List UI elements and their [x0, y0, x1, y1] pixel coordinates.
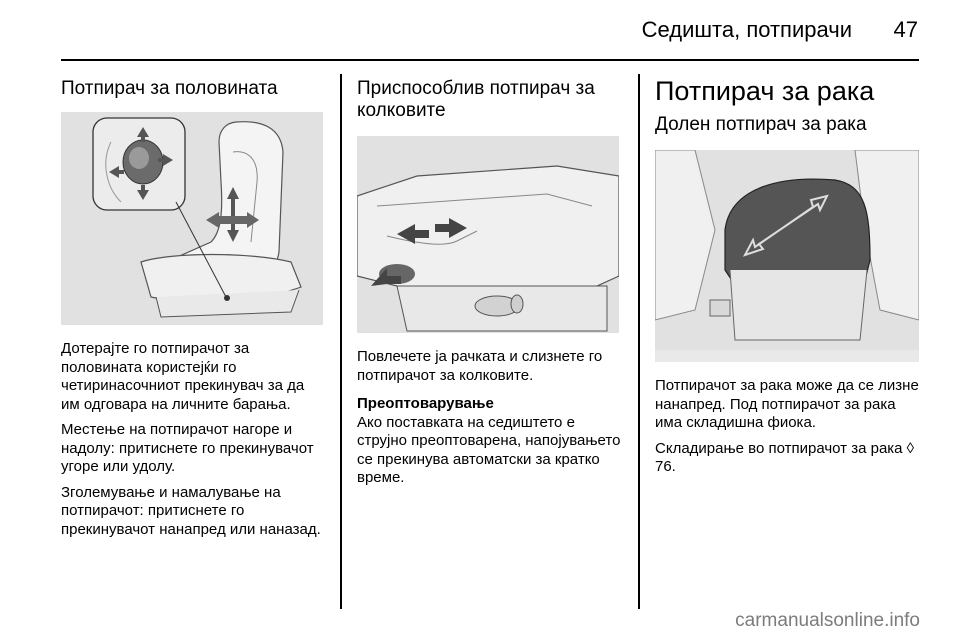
running-header-title: Седишта, потпирачи	[641, 17, 852, 42]
figure-lumbar-switch	[61, 112, 323, 325]
column-armrest	[655, 62, 922, 484]
column-thigh-support	[357, 62, 625, 495]
section-heading-thigh: Приспособлив потпирач за колковите	[357, 78, 595, 121]
thigh-support-illustration	[357, 136, 619, 333]
paragraph-lumbar-3: Зголемување и намалување на потпирачот: притиснете го прекинувачот нанапред или наназад.	[61, 483, 321, 538]
subheading-overload: Преоптоварување	[357, 395, 494, 412]
armrest-illustration	[655, 150, 919, 362]
paragraph-lumbar-1: Дотерајте го потпирачот за половината користејќи го четиринасочниот прекинувач за да им одговара на личните барања.	[61, 340, 305, 413]
section-heading-lumbar: Потпирач за половината	[61, 78, 278, 99]
paragraph-armrest-2: Складирање во потпирачот за рака ◊ 76.	[655, 439, 915, 475]
header-rule	[61, 59, 919, 61]
column-divider-1	[340, 74, 342, 609]
column-lumbar-support	[61, 62, 326, 546]
column-divider-2	[638, 74, 640, 609]
figure-armrest	[655, 150, 919, 362]
page-number: 47	[893, 17, 918, 42]
lumbar-seat-illustration	[61, 112, 323, 325]
paragraph-overload: Ако поставката на седиштето е струјно преоптоварена, напојувањето се прекинува автоматски за кратко време.	[357, 413, 621, 486]
figure-thigh-support	[357, 136, 619, 333]
subsection-heading-lower-armrest: Долен потпирач за рака	[655, 114, 867, 135]
paragraph-armrest-1: Потпирачот за рака може да се лизне нанапред. Под потпирачот за рака има складишна фиока.	[655, 377, 919, 431]
watermark: carmanualsonline.info	[735, 610, 920, 631]
section-heading-armrest: Потпирач за рака	[655, 76, 875, 106]
paragraph-thigh: Повлечете ја рачката и слизнете го потпирачот за колковите.	[357, 348, 603, 384]
paragraph-lumbar-2: Местење на потпирачот нагоре и надолу: притиснете го прекинувачот угоре или удолу.	[61, 421, 314, 475]
